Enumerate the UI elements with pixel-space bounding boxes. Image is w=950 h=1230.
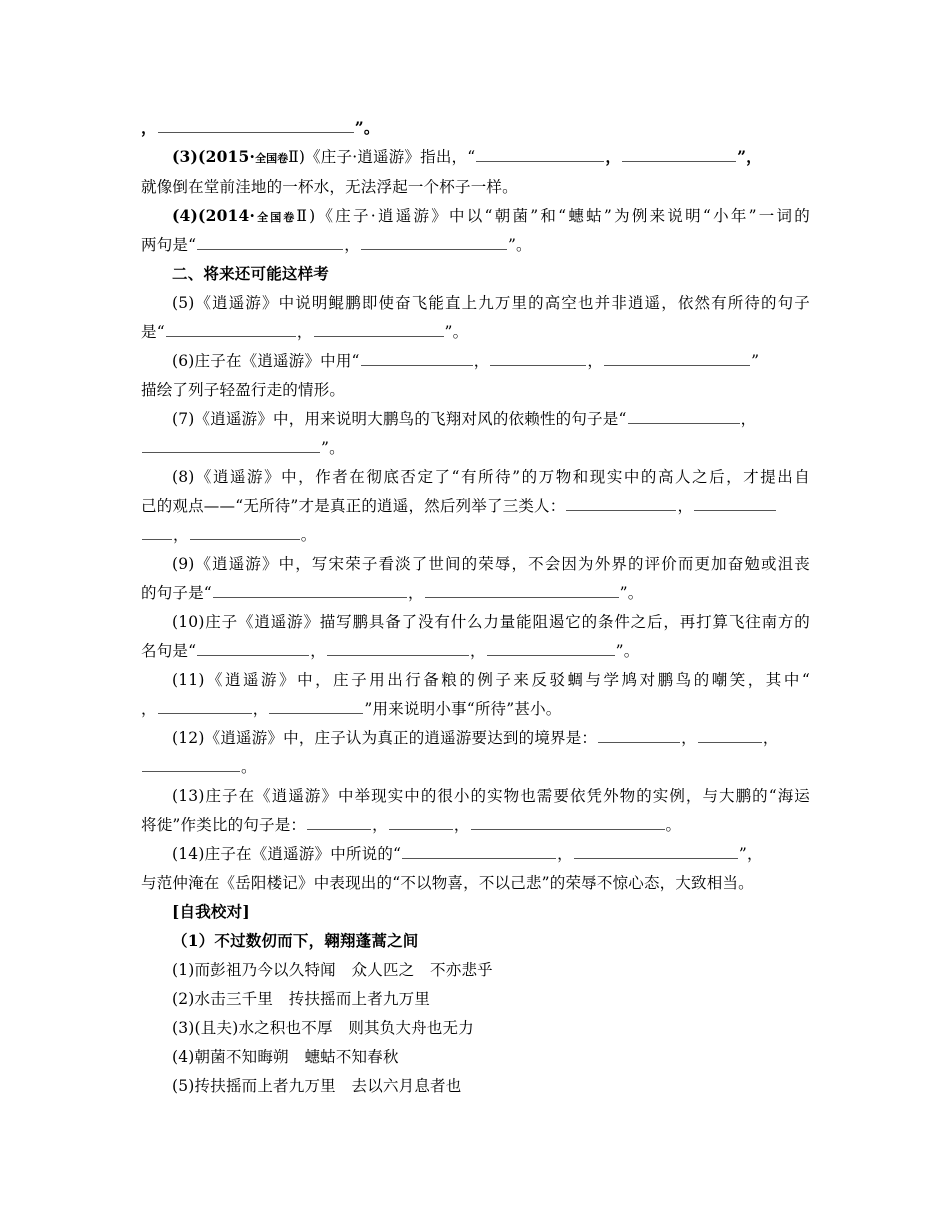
fill-blank[interactable] <box>142 440 320 453</box>
fill-blank[interactable] <box>158 701 252 714</box>
text: 的句子是“ <box>141 584 212 602</box>
fill-blank[interactable] <box>490 353 586 366</box>
fill-blank[interactable] <box>314 324 444 337</box>
fill-blank[interactable] <box>307 817 371 830</box>
question-7-cont <box>141 437 810 459</box>
text: ”。 <box>321 439 345 457</box>
fill-blank[interactable] <box>574 846 738 859</box>
text: ， <box>605 147 622 166</box>
answer-line <box>141 117 810 139</box>
text: ”， <box>738 845 763 863</box>
question-7 <box>172 408 810 430</box>
question-3 <box>172 146 810 170</box>
text: ， <box>681 729 697 747</box>
fill-blank[interactable] <box>476 149 604 162</box>
fill-blank[interactable] <box>471 817 665 830</box>
question-9 <box>172 553 810 575</box>
question-6 <box>172 350 810 372</box>
text: ， <box>141 118 157 137</box>
text: (7)《逍遥游》中，用来说明大鹏鸟的飞翔对风的依赖性的句子是“ <box>172 410 627 428</box>
text: (2)水击三千里 抟扶摇而上者九万里 <box>172 990 431 1008</box>
text: 描绘了列子轻盈行走的情形。 <box>141 381 346 399</box>
question-9-cont <box>141 582 810 604</box>
text: (5)抟扶摇而上者九万里 去以六月息者也 <box>172 1077 462 1095</box>
fill-blank[interactable] <box>604 353 750 366</box>
text: Ⅱ)《庄子·逍遥游》中以“朝菌”和“蟪蛄”为例来说明“小年”一词的 <box>296 207 811 225</box>
text: ， <box>296 323 313 341</box>
fill-blank[interactable] <box>622 149 736 162</box>
text: (3)(2015· <box>172 147 256 166</box>
text: (1)而彭祖乃今以久特闻 众人匹之 不亦悲乎 <box>172 961 493 979</box>
text: 。 <box>665 816 682 834</box>
question-14 <box>172 843 810 865</box>
fill-blank[interactable] <box>213 585 407 598</box>
text: ， <box>677 497 694 515</box>
text: ” <box>751 352 760 370</box>
question-10-cont <box>141 640 810 662</box>
question-10 <box>172 611 810 633</box>
section-heading <box>172 263 810 285</box>
text: ”。 <box>619 584 644 602</box>
fill-blank[interactable] <box>158 120 354 133</box>
question-4-cont <box>141 234 810 256</box>
fill-blank[interactable] <box>197 643 309 656</box>
fill-blank[interactable] <box>566 498 676 511</box>
fill-blank[interactable] <box>425 585 619 598</box>
text: ”。 <box>615 642 640 660</box>
text: ”， <box>737 147 762 166</box>
text: 将徙”作类比的句子是： <box>141 816 307 834</box>
text: ， <box>310 642 326 660</box>
question-14-cont <box>141 872 810 894</box>
text: (4)(2014· <box>172 206 256 225</box>
fill-blank[interactable] <box>197 237 343 250</box>
fill-blank[interactable] <box>361 237 507 250</box>
question-8-cont <box>141 495 810 517</box>
text: ， <box>344 236 360 254</box>
fill-blank[interactable] <box>269 701 363 714</box>
fill-blank[interactable] <box>598 730 680 743</box>
question-13-cont <box>141 814 810 836</box>
fill-blank[interactable] <box>142 759 240 772</box>
answer-line <box>172 959 810 981</box>
text: (12)《逍遥游》中，庄子认为真正的逍遥游要达到的境界是： <box>172 729 598 747</box>
fill-blank[interactable] <box>628 411 740 424</box>
fill-blank[interactable] <box>327 643 469 656</box>
text: ， <box>469 642 486 660</box>
question-13 <box>172 785 810 807</box>
text: (10)庄子《逍遥游》描写鹏具备了没有什么力量能阻遏它的条件之后，再打算飞往南方的 <box>172 613 810 631</box>
text: 是“ <box>141 323 165 341</box>
text: (5)《逍遥游》中说明鲲鹏即使奋飞能直上九万里的高空也并非逍遥，依然有所待的句子 <box>172 294 810 312</box>
text: (13)庄子在《逍遥游》中举现实中的很小的实物也需要依凭外物的实例，与大鹏的“海运 <box>172 787 810 805</box>
answer-line <box>172 988 810 1010</box>
heading-text: 二、将来还可能这样考 <box>172 264 330 283</box>
text: ， <box>252 700 269 718</box>
text: ， <box>453 816 470 834</box>
exam-tag: 全国卷 <box>255 211 297 224</box>
question-3-cont <box>141 176 810 198</box>
heading-text: [自我校对] <box>172 902 250 921</box>
text: (8)《逍遥游》中，作者在彻底否定了“有所待”的万物和现实中的高人之后，才提出自 <box>172 468 810 486</box>
question-11 <box>172 669 810 691</box>
question-5 <box>172 292 810 314</box>
text: ， <box>557 845 573 863</box>
fill-blank[interactable] <box>694 498 776 511</box>
text: 。 <box>241 758 257 776</box>
text: ， <box>372 816 388 834</box>
question-8-cont2 <box>141 524 810 546</box>
text: ， <box>740 410 757 428</box>
text: ， <box>587 352 604 370</box>
answer-line <box>172 930 810 952</box>
text: 。 <box>300 526 317 544</box>
text: 就像倒在堂前洼地的一杯水，无法浮起一个杯子一样。 <box>141 178 518 196</box>
exam-tag: 全国卷 <box>255 152 289 165</box>
answer-line <box>172 1075 810 1097</box>
text: (14)庄子在《逍遥游》中所说的“ <box>172 845 402 863</box>
text: ， <box>173 526 189 544</box>
text: ”。 <box>507 236 532 254</box>
fill-blank[interactable] <box>389 817 453 830</box>
text: 名句是“ <box>141 642 197 660</box>
text: 己的观点——“无所待”才是真正的逍遥，然后列举了三类人： <box>141 497 566 515</box>
text: 与范仲淹在《岳阳楼记》中表现出的“不以物喜，不以己悲”的荣辱不惊心态，大致相当。 <box>141 874 754 892</box>
fill-blank[interactable] <box>190 527 300 540</box>
fill-blank[interactable] <box>166 324 296 337</box>
answer-heading <box>172 901 810 923</box>
text: ”。 <box>444 323 469 341</box>
text: ， <box>762 729 779 747</box>
text: ， <box>473 352 490 370</box>
question-5-cont <box>141 321 810 343</box>
question-12-cont <box>141 756 810 778</box>
text: (4)朝菌不知晦朔 蟪蛄不知春秋 <box>172 1048 399 1066</box>
question-12 <box>172 727 810 749</box>
fill-blank[interactable] <box>487 643 615 656</box>
text: (11)《逍遥游》中，庄子用出行备粮的例子来反驳蜩与学鸠对鹏鸟的嘲笑，其中“ <box>172 671 810 689</box>
fill-blank[interactable] <box>402 846 556 859</box>
text: 两句是“ <box>141 236 197 254</box>
text: （1）不过数仞而下，翱翔蓬蒿之间 <box>172 931 419 950</box>
text: (3)(且夫)水之积也不厚 则其负大舟也无力 <box>172 1019 474 1037</box>
text: Ⅱ)《庄子·逍遥游》指出，“ <box>288 148 476 166</box>
fill-blank[interactable] <box>361 353 473 366</box>
fill-blank[interactable] <box>698 730 762 743</box>
question-8 <box>172 466 810 488</box>
fill-blank[interactable] <box>142 527 172 540</box>
question-4 <box>172 205 810 229</box>
answer-line <box>172 1046 810 1068</box>
text: ， <box>407 584 424 602</box>
text: (9)《逍遥游》中，写宋荣子看淡了世间的荣辱，不会因为外界的评价而更加奋勉或沮丧 <box>172 555 810 573</box>
question-11-cont <box>141 698 810 720</box>
text: (6)庄子在《逍遥游》中用“ <box>172 352 360 370</box>
text: ， <box>141 700 157 718</box>
answer-line <box>172 1017 810 1039</box>
question-6-cont <box>141 379 810 401</box>
text: ”用来说明小事“所待”甚小。 <box>364 700 562 718</box>
text: ”。 <box>354 118 380 137</box>
